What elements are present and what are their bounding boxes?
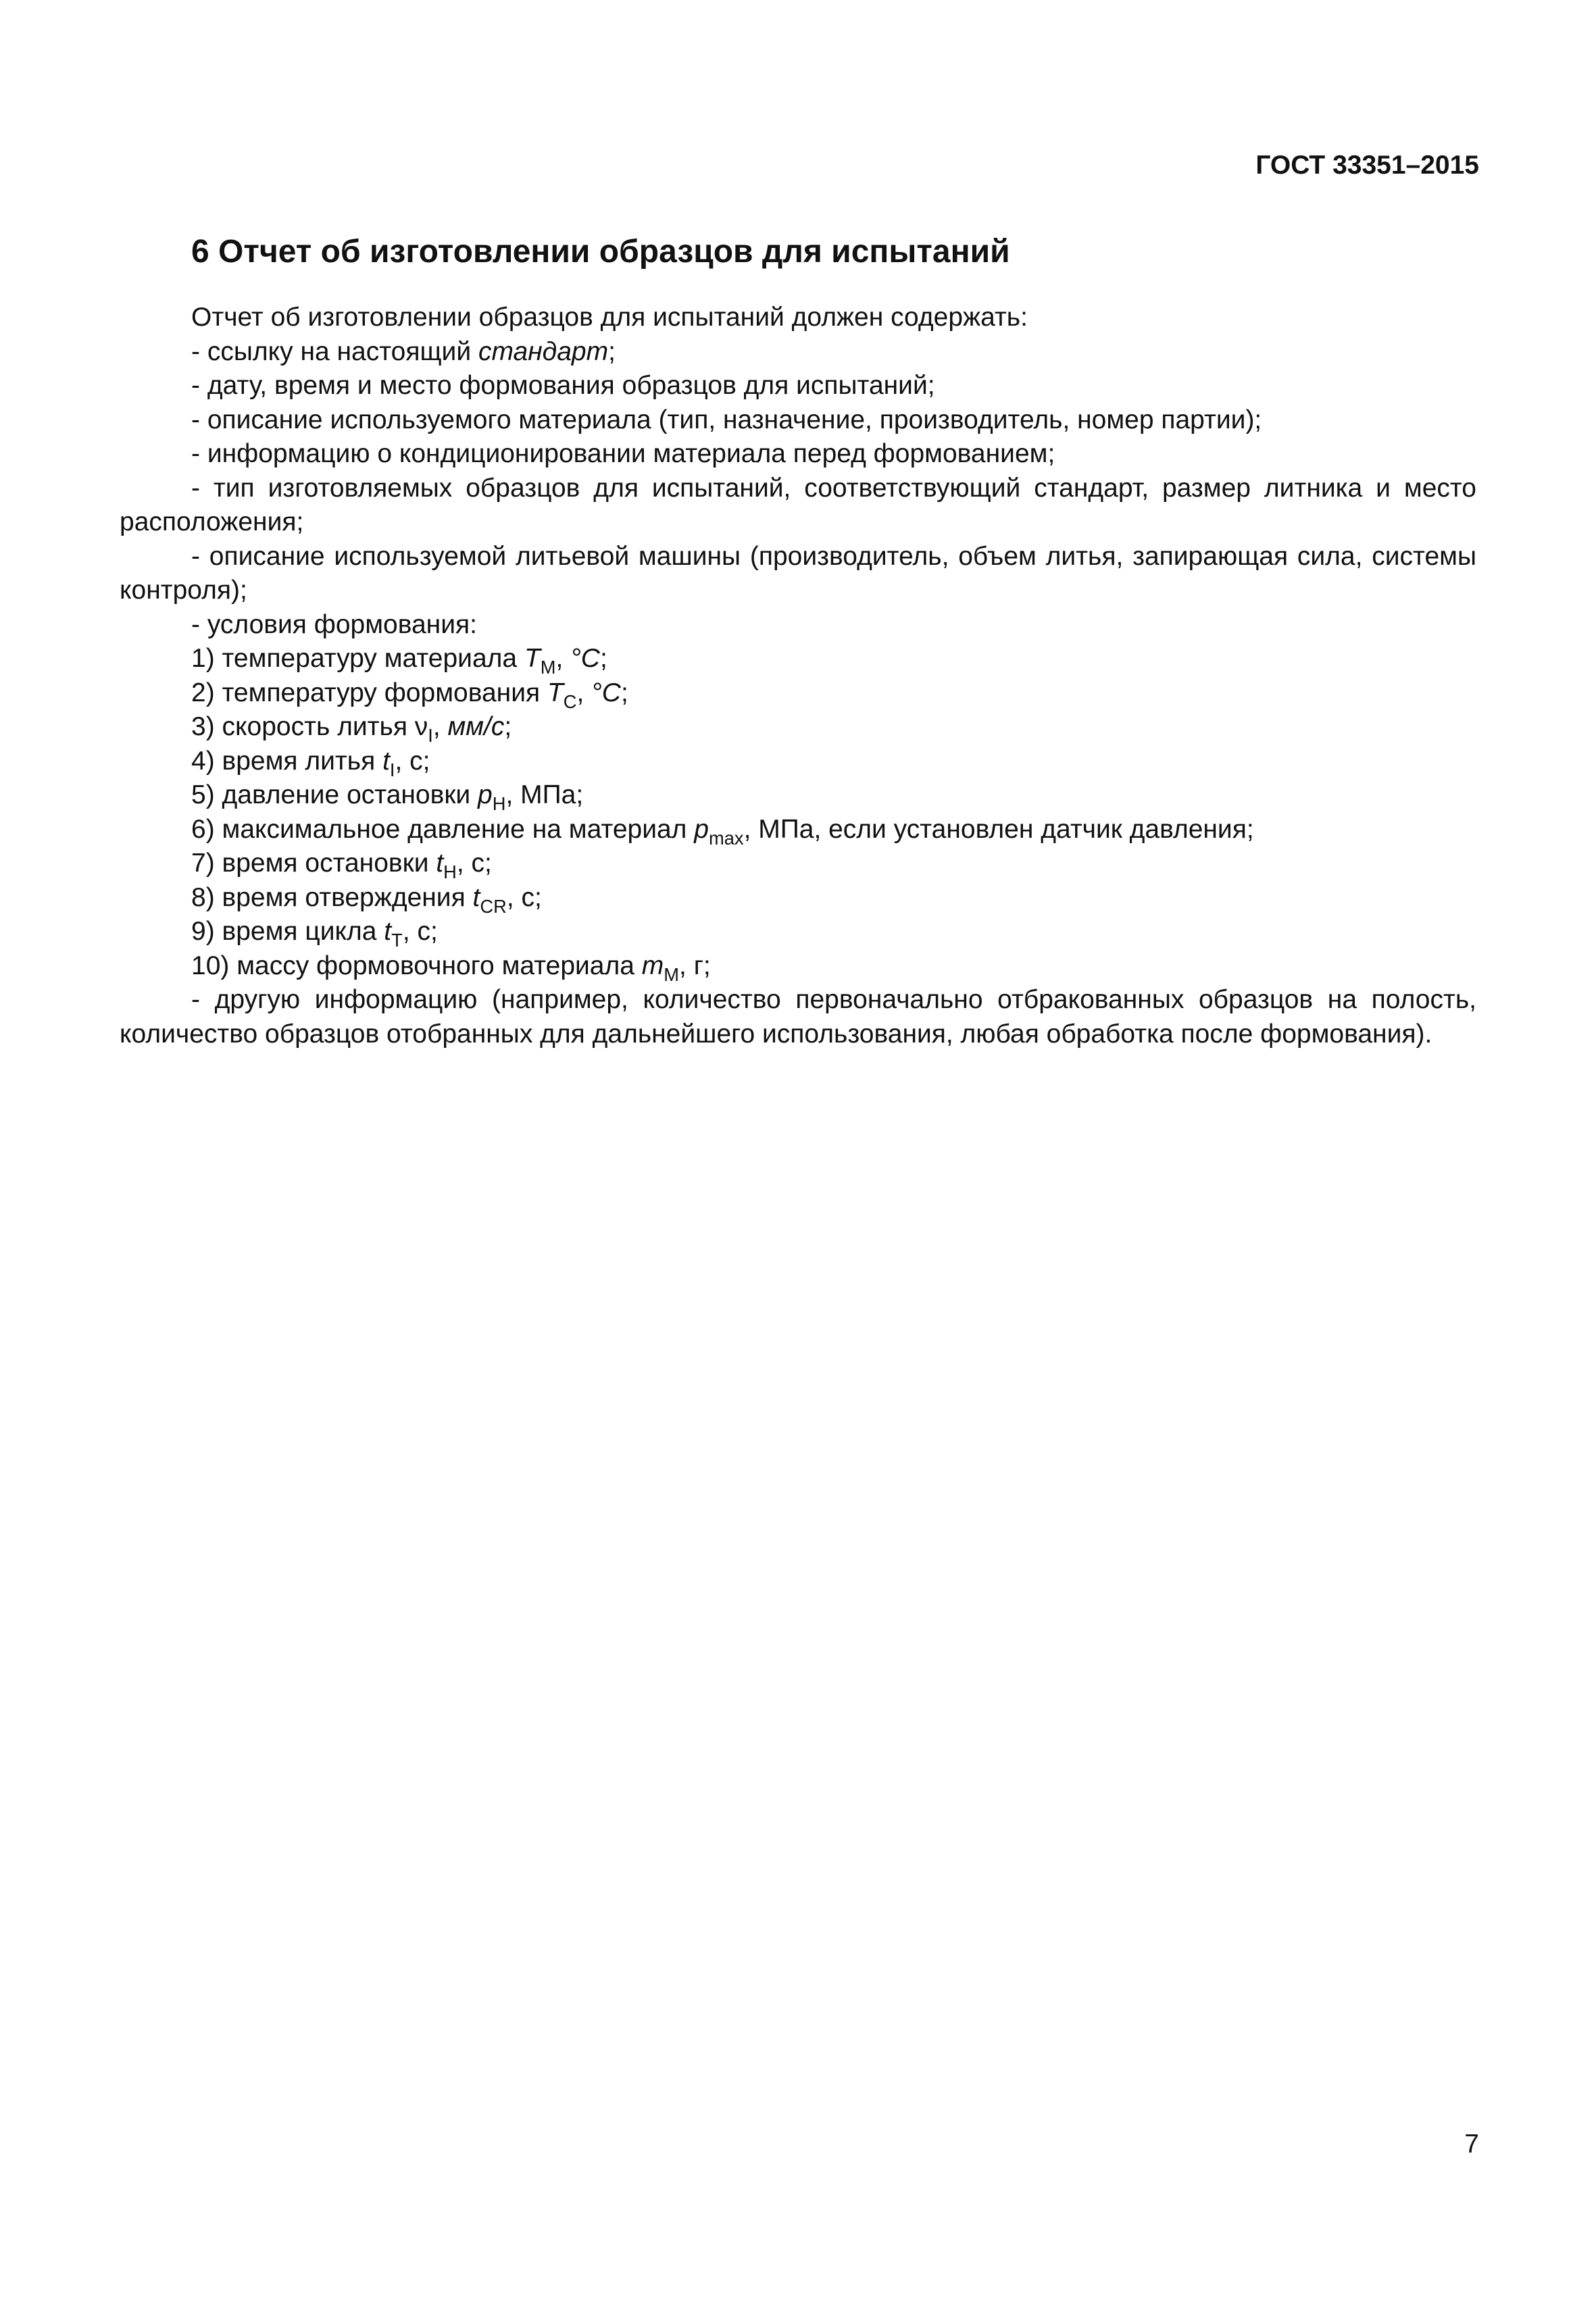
list-item-date: - дату, время и место формования образцов для испытаний; xyxy=(191,371,935,400)
list-item-material: - описание используемого материала (тип, назначение, производитель, номер партии); xyxy=(191,405,1262,434)
numbered-item-5: 5) давление остановки $p_H$, МПа; xyxy=(191,780,584,814)
list-item-other: - другую информацию (например, количество первоначально отбракованных образцов на полость, количество образцов отобранных для дальнейшего использования, любая обработка после формования). xyxy=(120,985,1476,1049)
numbered-item-6: 6) максимальное давление на материал $p_{max}$, МПа, если установлен датчик давления; xyxy=(191,814,1254,849)
numbered-item-1: 1) температуру материала $T_M$, °C; xyxy=(191,644,607,678)
list-item-machine: - описание используемой литьевой машины (производитель, объем литья, запирающая сила, системы контроля); xyxy=(120,541,1476,605)
numbered-item-2: 2) температуру формования $T_C$, °C; xyxy=(191,678,628,712)
section-body xyxy=(120,301,1476,1051)
intro-paragraph: Отчет об изготовлении образцов для испытаний должен содержать: xyxy=(191,303,1028,332)
numbered-item-4: 4) время литья $t_I$, с; xyxy=(191,746,430,780)
page-number: 7 xyxy=(1464,2130,1479,2159)
section-heading: 6 Отчет об изготовлении образцов для испытаний xyxy=(191,234,1010,270)
list-item-conditioning: - информацию о кондиционировании материала перед формованием; xyxy=(191,439,1055,468)
numbered-item-3: 3) скорость литья $\nu_I$, мм/с; xyxy=(191,712,512,746)
numbered-item-10: 10) массу формовочного материала $m_M$, г; xyxy=(191,951,711,985)
list-item-conditions: - условия формования: xyxy=(191,609,477,639)
numbered-item-9: 9) время цикла $t_T$, с; xyxy=(191,917,438,951)
list-item-specimen-type: - тип изготовляемых образцов для испытаний, соответствующий стандарт, размер литника и место расположения; xyxy=(120,473,1476,536)
document-code: ГОСТ 33351–2015 xyxy=(1255,151,1479,180)
list-item-reference: - ссылку на настоящий стандарт; xyxy=(191,336,616,366)
numbered-item-7: 7) время остановки $t_H$, с; xyxy=(191,849,492,882)
numbered-item-8: 8) время отверждения $t_{CR}$, с; xyxy=(191,882,542,917)
